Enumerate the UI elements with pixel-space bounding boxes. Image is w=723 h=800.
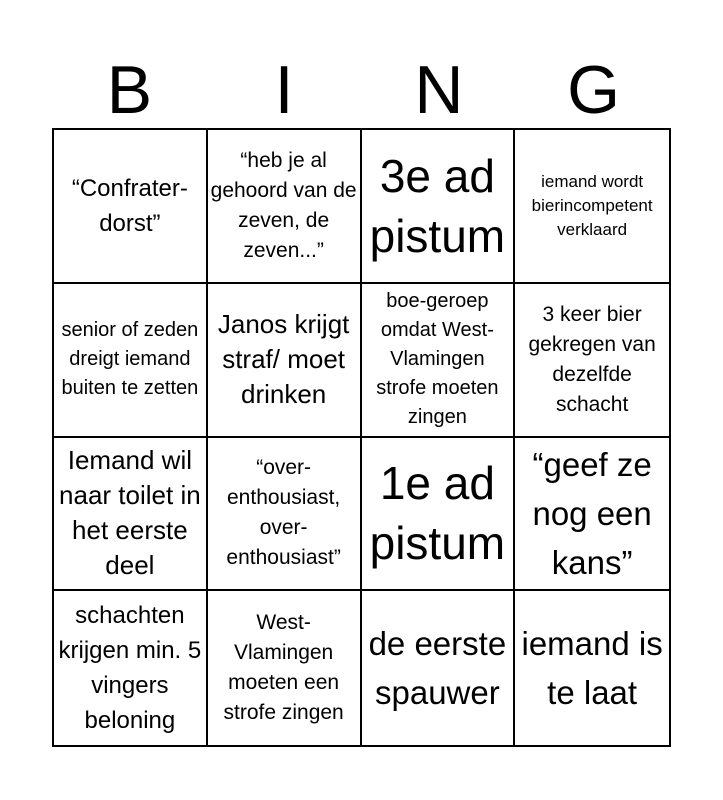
bingo-cell[interactable] xyxy=(362,438,516,592)
bingo-cell[interactable] xyxy=(362,591,516,745)
bingo-cell[interactable] xyxy=(515,438,669,592)
bingo-cell[interactable] xyxy=(362,130,516,284)
bingo-cell[interactable] xyxy=(208,438,362,592)
cell-text: 3 keer bier gekregen van dezelfde schacht xyxy=(528,302,656,416)
cell-text: Janos krijgt straf/ moet drinken xyxy=(217,309,350,410)
cell-text: boe-geroep omdat West-Vlamingen strofe moeten zingen xyxy=(376,290,499,429)
bingo-cell[interactable] xyxy=(208,591,362,745)
bingo-cell[interactable] xyxy=(54,284,208,438)
cell-text: “heb je al gehoord van de zeven, de zeven...” xyxy=(210,148,357,262)
bingo-cell[interactable] xyxy=(515,591,669,745)
bingo-cell[interactable] xyxy=(54,438,208,592)
bingo-cell[interactable] xyxy=(54,591,208,745)
cell-text: senior of zeden dreigt iemand buiten te zetten xyxy=(61,319,199,400)
cell-text: 1e ad pistum xyxy=(369,457,506,570)
bingo-cell[interactable] xyxy=(54,130,208,284)
header-letter-b: B xyxy=(106,52,153,128)
header-letter-g: G xyxy=(567,52,621,128)
cell-text: “geef ze nog een kans” xyxy=(532,445,652,581)
bingo-header xyxy=(52,50,671,130)
bingo-cell[interactable] xyxy=(208,284,362,438)
bingo-cell[interactable] xyxy=(515,284,669,438)
cell-text: schachten krijgen min. 5 vingers beloning xyxy=(58,602,202,735)
bingo-cell[interactable] xyxy=(515,130,669,284)
header-letter-i: I xyxy=(274,52,294,128)
bingo-cell[interactable] xyxy=(208,130,362,284)
bingo-card-grid xyxy=(52,128,671,747)
bingo-cell[interactable] xyxy=(362,284,516,438)
cell-text: “Confrater-dorst” xyxy=(71,174,188,237)
cell-text: “over-enthousiast, over-enthousiast” xyxy=(226,456,341,570)
cell-text: West-Vlamingen moeten een strofe zingen xyxy=(223,611,344,725)
cell-text: de eerste spauwer xyxy=(368,625,507,712)
cell-text: iemand wordt bierincompetent verklaard xyxy=(531,171,653,239)
cell-text: Iemand wil naar toilet in het eerste deel xyxy=(59,445,201,581)
cell-text: 3e ad pistum xyxy=(369,149,506,262)
header-letter-n: N xyxy=(414,52,464,128)
cell-text: iemand is te laat xyxy=(521,625,663,712)
